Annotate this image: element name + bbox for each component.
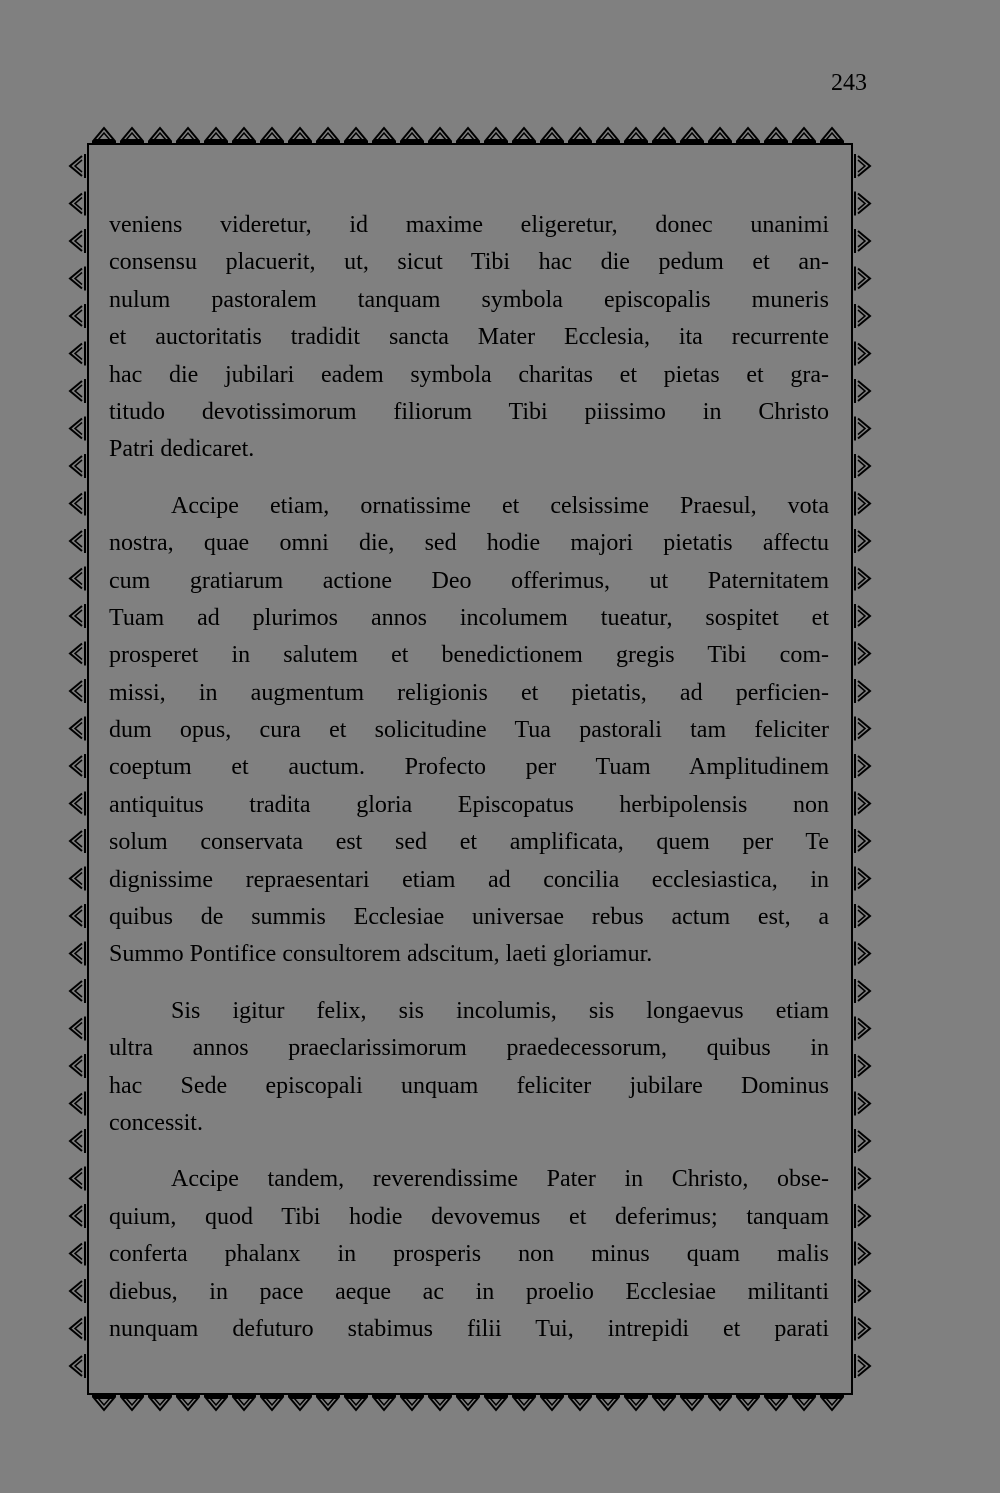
ornament-motif bbox=[855, 1317, 870, 1341]
ornament-motif bbox=[70, 454, 85, 478]
ornament-motif bbox=[764, 1396, 788, 1410]
ornament-motif bbox=[855, 417, 870, 441]
ornament-motif bbox=[70, 1092, 85, 1116]
ornament-motif bbox=[855, 342, 870, 366]
ornament-motif bbox=[344, 1396, 368, 1410]
ornament-motif bbox=[120, 128, 144, 142]
text-line: dignissime repraesentari etiam ad concilia ecclesiastica, in bbox=[109, 866, 829, 893]
ornament-motif bbox=[456, 128, 480, 142]
text-line: missi, in augmentum religionis et pietatis, ad perficien- bbox=[109, 679, 829, 706]
ornament-motif bbox=[855, 867, 870, 891]
text-line: prosperet in salutem et benedictionem gregis Tibi com- bbox=[109, 642, 829, 669]
ornament-motif bbox=[428, 128, 452, 142]
ornament-motif bbox=[736, 1396, 760, 1410]
ornament-motif bbox=[855, 642, 870, 666]
document-body bbox=[109, 207, 829, 1348]
ornament-motif bbox=[400, 128, 424, 142]
ornament-motif bbox=[855, 1017, 870, 1041]
ornament-motif bbox=[70, 1129, 85, 1153]
ornament-motif bbox=[484, 128, 508, 142]
ornament-motif bbox=[855, 304, 870, 328]
ornament-motif bbox=[70, 1204, 85, 1228]
ornament-motif bbox=[344, 128, 368, 142]
ornament-motif bbox=[855, 379, 870, 403]
ornament-motif bbox=[596, 128, 620, 142]
ornament-motif bbox=[70, 604, 85, 628]
ornament-motif bbox=[316, 1396, 340, 1410]
ornament-motif bbox=[70, 642, 85, 666]
paragraph bbox=[109, 993, 829, 1143]
ornament-motif bbox=[70, 1317, 85, 1341]
text-line: et auctoritatis tradidit sancta Mater Ecclesia, ita recurrente bbox=[109, 324, 829, 351]
ornament-motif bbox=[855, 1167, 870, 1191]
ornament-motif bbox=[624, 128, 648, 142]
ornament-motif bbox=[260, 1396, 284, 1410]
ornament-motif bbox=[70, 342, 85, 366]
ornament-motif bbox=[792, 128, 816, 142]
ornament-motif bbox=[70, 829, 85, 853]
ornament-motif bbox=[855, 567, 870, 591]
ornament-motif bbox=[70, 154, 85, 178]
ornament-motif bbox=[148, 128, 172, 142]
ornament-motif bbox=[232, 128, 256, 142]
paragraph bbox=[109, 207, 829, 469]
text-line: Sis igitur felix, sis incolumis, sis longaevus etiam bbox=[171, 997, 829, 1024]
ornament-motif bbox=[70, 942, 85, 966]
paragraph bbox=[109, 1161, 829, 1348]
text-line: nostra, quae omni die, sed hodie majori pietatis affectu bbox=[109, 530, 829, 557]
ornament-motif bbox=[148, 1396, 172, 1410]
ornament-motif bbox=[70, 417, 85, 441]
ornament-motif bbox=[70, 792, 85, 816]
text-line: Summo Pontifice consultorem adscitum, laeti gloriamur. bbox=[109, 941, 653, 968]
ornament-motif bbox=[70, 567, 85, 591]
ornament-motif bbox=[855, 904, 870, 928]
ornament-motif bbox=[820, 1396, 844, 1410]
page-number: 243 bbox=[831, 70, 867, 96]
ornament-motif bbox=[855, 829, 870, 853]
text-line: coeptum et auctum. Profecto per Tuam Amplitudinem bbox=[109, 754, 829, 781]
ornament-motif bbox=[855, 1279, 870, 1303]
text-line: quium, quod Tibi hodie devovemus et deferimus; tanquam bbox=[109, 1203, 829, 1230]
paragraph bbox=[109, 488, 829, 974]
ornament-motif bbox=[855, 154, 870, 178]
ornament-motif bbox=[855, 1242, 870, 1266]
ornament-motif bbox=[70, 1279, 85, 1303]
ornament-motif bbox=[540, 1396, 564, 1410]
ornament-motif bbox=[855, 192, 870, 216]
ornament-motif bbox=[70, 1017, 85, 1041]
text-line: quibus de summis Ecclesiae universae rebus actum est, a bbox=[109, 904, 829, 931]
ornament-motif bbox=[855, 754, 870, 778]
ornament-motif bbox=[708, 128, 732, 142]
ornament-motif bbox=[820, 128, 844, 142]
ornament-motif bbox=[70, 529, 85, 553]
ornament-motif bbox=[120, 1396, 144, 1410]
ornament-motif bbox=[855, 1204, 870, 1228]
ornament-motif bbox=[260, 128, 284, 142]
ornament-motif bbox=[855, 1354, 870, 1378]
ornament-motif bbox=[624, 1396, 648, 1410]
text-line: veniens videretur, id maxime eligeretur, donec unanimi bbox=[109, 212, 829, 238]
ornament-motif bbox=[855, 1092, 870, 1116]
ornament-motif bbox=[540, 128, 564, 142]
ornament-motif bbox=[855, 1129, 870, 1153]
ornament-motif bbox=[316, 128, 340, 142]
ornament-motif bbox=[680, 1396, 704, 1410]
ornament-motif bbox=[855, 792, 870, 816]
ornament-motif bbox=[70, 717, 85, 741]
ornament-motif bbox=[792, 1396, 816, 1410]
ornament-motif bbox=[855, 717, 870, 741]
ornament-motif bbox=[764, 128, 788, 142]
text-line: diebus, in pace aeque ac in proelio Ecclesiae militanti bbox=[109, 1278, 829, 1305]
ornament-motif bbox=[855, 979, 870, 1003]
ornament-motif bbox=[70, 229, 85, 253]
ornament-motif bbox=[855, 529, 870, 553]
text-line: nulum pastoralem tanquam symbola episcopalis muneris bbox=[109, 286, 829, 313]
text-line: titudo devotissimorum filiorum Tibi piissimo in Christo bbox=[109, 398, 829, 425]
ornament-motif bbox=[232, 1396, 256, 1410]
text-line: hac die jubilari eadem symbola charitas et pietas et gra- bbox=[109, 361, 829, 388]
ornament-motif bbox=[70, 304, 85, 328]
text-line: consensu placuerit, ut, sicut Tibi hac die pedum et an- bbox=[109, 249, 829, 276]
ornament-motif bbox=[428, 1396, 452, 1410]
ornament-motif bbox=[70, 1242, 85, 1266]
ornament-motif bbox=[855, 1054, 870, 1078]
ornament-motif bbox=[92, 1396, 116, 1410]
ornament-motif bbox=[372, 128, 396, 142]
text-line: Accipe tandem, reverendissime Pater in Christo, obse- bbox=[171, 1166, 829, 1193]
text-line: solum conservata est sed et amplificata, quem per Te bbox=[109, 829, 829, 856]
ornament-motif bbox=[70, 1054, 85, 1078]
ornament-motif bbox=[400, 1396, 424, 1410]
ornament-motif bbox=[70, 679, 85, 703]
ornament-motif bbox=[855, 679, 870, 703]
ornament-motif bbox=[70, 1167, 85, 1191]
ornament-motif bbox=[288, 1396, 312, 1410]
text-line: concessit. bbox=[109, 1109, 203, 1136]
ornament-motif bbox=[568, 128, 592, 142]
ornament-motif bbox=[484, 1396, 508, 1410]
ornament-motif bbox=[855, 229, 870, 253]
ornament-motif bbox=[204, 128, 228, 142]
text-line: hac Sede episcopali unquam feliciter jubilare Dominus bbox=[109, 1072, 829, 1099]
ornament-motif bbox=[70, 1354, 85, 1378]
ornament-motif bbox=[855, 267, 870, 291]
text-line: cum gratiarum actione Deo offerimus, ut Paternitatem bbox=[109, 567, 829, 594]
ornament-motif bbox=[70, 379, 85, 403]
ornament-motif bbox=[855, 604, 870, 628]
ornament-motif bbox=[176, 1396, 200, 1410]
ornament-motif bbox=[70, 192, 85, 216]
ornament-motif bbox=[680, 128, 704, 142]
ornament-motif bbox=[70, 267, 85, 291]
ornament-motif bbox=[204, 1396, 228, 1410]
ornament-motif bbox=[736, 128, 760, 142]
text-line: Tuam ad plurimos annos incolumem tueatur, sospitet et bbox=[109, 604, 829, 631]
ornament-motif bbox=[70, 754, 85, 778]
ornament-motif bbox=[855, 492, 870, 516]
text-line: dum opus, cura et solicitudine Tua pastorali tam feliciter bbox=[109, 717, 829, 744]
ornament-motif bbox=[372, 1396, 396, 1410]
ornament-motif bbox=[596, 1396, 620, 1410]
ornament-motif bbox=[568, 1396, 592, 1410]
ornament-motif bbox=[652, 1396, 676, 1410]
ornament-motif bbox=[708, 1396, 732, 1410]
ornament-motif bbox=[176, 128, 200, 142]
text-line: Patri dedicaret. bbox=[109, 436, 255, 463]
ornament-motif bbox=[512, 1396, 536, 1410]
ornament-motif bbox=[70, 492, 85, 516]
ornament-motif bbox=[70, 867, 85, 891]
ornament-motif bbox=[92, 128, 116, 142]
ornament-motif bbox=[70, 979, 85, 1003]
ornament-motif bbox=[512, 128, 536, 142]
ornament-motif bbox=[70, 904, 85, 928]
text-line: conferta phalanx in prosperis non minus quam malis bbox=[109, 1241, 829, 1268]
text-line: antiquitus tradita gloria Episcopatus herbipolensis non bbox=[109, 791, 829, 818]
text-line: Accipe etiam, ornatissime et celsissime Praesul, vota bbox=[171, 492, 829, 519]
text-line: ultra annos praeclarissimorum praedecessorum, quibus in bbox=[109, 1035, 829, 1062]
ornament-motif bbox=[855, 454, 870, 478]
ornament-motif bbox=[288, 128, 312, 142]
ornament-motif bbox=[855, 942, 870, 966]
text-line: nunquam defuturo stabimus filii Tui, intrepidi et parati bbox=[109, 1315, 829, 1342]
ornament-motif bbox=[652, 128, 676, 142]
ornament-motif bbox=[456, 1396, 480, 1410]
